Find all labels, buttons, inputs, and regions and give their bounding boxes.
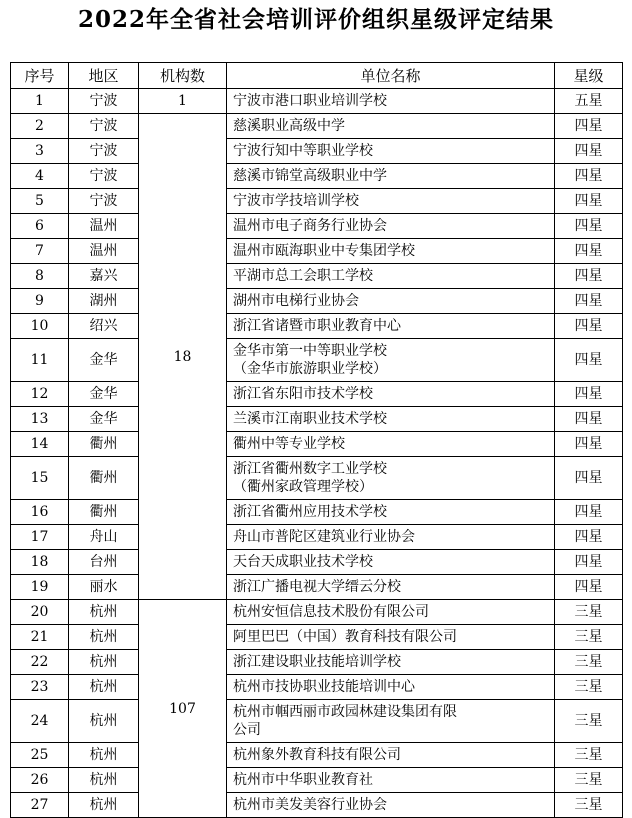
unit-name-line: 杭州象外教育科技有限公司 bbox=[233, 747, 401, 763]
unit-name-line: 浙江省诸暨市职业教育中心 bbox=[233, 318, 401, 334]
row-star-rating: 三星 bbox=[555, 743, 623, 768]
page-title: 2022年全省社会培训评价组织星级评定结果 bbox=[77, 6, 554, 33]
row-star-rating: 四星 bbox=[555, 339, 623, 382]
row-region: 舟山 bbox=[69, 525, 139, 550]
unit-name-line: 温州市瓯海职业中专集团学校 bbox=[233, 243, 415, 259]
unit-name-line: 浙江省东阳市技术学校 bbox=[233, 386, 373, 402]
unit-name-line: 杭州市帼西丽市政园林建设集团有限 bbox=[233, 704, 457, 720]
unit-name-line: 衢州中等专业学校 bbox=[233, 436, 345, 452]
row-number: 21 bbox=[11, 625, 69, 650]
row-star-rating: 四星 bbox=[555, 189, 623, 214]
table-row bbox=[11, 500, 623, 525]
unit-name-line-2: （金华市旅游职业学校） bbox=[233, 361, 387, 377]
unit-name-line: 兰溪市江南职业技术学校 bbox=[233, 411, 387, 427]
table-row bbox=[11, 768, 623, 793]
row-region: 杭州 bbox=[69, 600, 139, 625]
row-unit-name bbox=[227, 700, 555, 743]
unit-name-line: 天台天成职业技术学校 bbox=[233, 554, 373, 570]
unit-name-line: 宁波市港口职业培训学校 bbox=[233, 93, 387, 109]
header-star: 星级 bbox=[555, 63, 623, 89]
row-region: 衢州 bbox=[69, 457, 139, 500]
row-unit-name bbox=[227, 407, 555, 432]
row-star-rating: 四星 bbox=[555, 407, 623, 432]
row-star-rating: 四星 bbox=[555, 214, 623, 239]
unit-name-line: 浙江省衢州数字工业学校 bbox=[233, 461, 387, 477]
row-number: 16 bbox=[11, 500, 69, 525]
row-region: 宁波 bbox=[69, 89, 139, 114]
row-unit-name bbox=[227, 768, 555, 793]
unit-name-line: 阿里巴巴（中国）教育科技有限公司 bbox=[233, 629, 457, 645]
row-star-rating: 五星 bbox=[555, 89, 623, 114]
row-region: 杭州 bbox=[69, 743, 139, 768]
row-number: 4 bbox=[11, 164, 69, 189]
row-region: 宁波 bbox=[69, 164, 139, 189]
institution-count: 18 bbox=[139, 114, 227, 600]
table-row bbox=[11, 432, 623, 457]
row-number: 3 bbox=[11, 139, 69, 164]
row-star-rating: 三星 bbox=[555, 793, 623, 818]
table-row bbox=[11, 650, 623, 675]
row-star-rating: 四星 bbox=[555, 164, 623, 189]
unit-name-line: 浙江广播电视大学缙云分校 bbox=[233, 579, 401, 595]
row-unit-name bbox=[227, 239, 555, 264]
row-unit-name bbox=[227, 675, 555, 700]
row-unit-name bbox=[227, 525, 555, 550]
row-star-rating: 四星 bbox=[555, 382, 623, 407]
row-star-rating: 四星 bbox=[555, 550, 623, 575]
table-row bbox=[11, 675, 623, 700]
row-number: 26 bbox=[11, 768, 69, 793]
table-row bbox=[11, 625, 623, 650]
row-number: 11 bbox=[11, 339, 69, 382]
row-unit-name bbox=[227, 600, 555, 625]
table-row bbox=[11, 550, 623, 575]
row-unit-name bbox=[227, 189, 555, 214]
table-row bbox=[11, 114, 623, 139]
row-region: 绍兴 bbox=[69, 314, 139, 339]
table-header-row bbox=[11, 63, 623, 89]
unit-name-line: 慈溪市锦堂高级职业中学 bbox=[233, 168, 387, 184]
row-unit-name bbox=[227, 314, 555, 339]
table-row bbox=[11, 700, 623, 743]
row-number: 9 bbox=[11, 289, 69, 314]
unit-name-line: 宁波市学技培训学校 bbox=[233, 193, 359, 209]
unit-name-line: 浙江建设职业技能培训学校 bbox=[233, 654, 401, 670]
row-number: 27 bbox=[11, 793, 69, 818]
unit-name-line: 慈溪职业高级中学 bbox=[233, 118, 345, 134]
row-star-rating: 四星 bbox=[555, 432, 623, 457]
row-unit-name bbox=[227, 650, 555, 675]
header-region: 地区 bbox=[69, 63, 139, 89]
row-region: 金华 bbox=[69, 339, 139, 382]
row-star-rating: 三星 bbox=[555, 675, 623, 700]
row-region: 金华 bbox=[69, 407, 139, 432]
row-number: 6 bbox=[11, 214, 69, 239]
row-unit-name bbox=[227, 264, 555, 289]
row-unit-name bbox=[227, 743, 555, 768]
results-table bbox=[10, 62, 623, 818]
table-row bbox=[11, 457, 623, 500]
row-star-rating: 四星 bbox=[555, 500, 623, 525]
row-unit-name bbox=[227, 432, 555, 457]
row-region: 温州 bbox=[69, 214, 139, 239]
row-region: 温州 bbox=[69, 239, 139, 264]
row-number: 12 bbox=[11, 382, 69, 407]
row-number: 18 bbox=[11, 550, 69, 575]
row-star-rating: 三星 bbox=[555, 650, 623, 675]
row-number: 20 bbox=[11, 600, 69, 625]
row-number: 13 bbox=[11, 407, 69, 432]
table-row bbox=[11, 314, 623, 339]
row-region: 宁波 bbox=[69, 114, 139, 139]
row-number: 17 bbox=[11, 525, 69, 550]
row-star-rating: 四星 bbox=[555, 525, 623, 550]
table-row bbox=[11, 339, 623, 382]
table-body bbox=[11, 89, 623, 818]
row-unit-name bbox=[227, 164, 555, 189]
header-name: 单位名称 bbox=[227, 63, 555, 89]
row-number: 25 bbox=[11, 743, 69, 768]
unit-name-line: 湖州市电梯行业协会 bbox=[233, 293, 359, 309]
institution-count: 107 bbox=[139, 600, 227, 818]
row-region: 台州 bbox=[69, 550, 139, 575]
row-unit-name bbox=[227, 793, 555, 818]
table-row bbox=[11, 743, 623, 768]
row-number: 8 bbox=[11, 264, 69, 289]
row-unit-name bbox=[227, 457, 555, 500]
row-star-rating: 四星 bbox=[555, 264, 623, 289]
row-region: 衢州 bbox=[69, 432, 139, 457]
row-unit-name bbox=[227, 500, 555, 525]
unit-name-line: 宁波行知中等职业学校 bbox=[233, 143, 373, 159]
row-region: 宁波 bbox=[69, 139, 139, 164]
row-region: 湖州 bbox=[69, 289, 139, 314]
unit-name-line: 杭州市中华职业教育社 bbox=[233, 772, 373, 788]
row-number: 19 bbox=[11, 575, 69, 600]
row-region: 杭州 bbox=[69, 793, 139, 818]
row-star-rating: 三星 bbox=[555, 700, 623, 743]
table-row bbox=[11, 575, 623, 600]
table-row bbox=[11, 600, 623, 625]
row-star-rating: 四星 bbox=[555, 139, 623, 164]
unit-name-line: 杭州市技协职业技能培训中心 bbox=[233, 679, 415, 695]
unit-name-line: 温州市电子商务行业协会 bbox=[233, 218, 387, 234]
table-row bbox=[11, 214, 623, 239]
unit-name-line: 金华市第一中等职业学校 bbox=[233, 343, 387, 359]
row-number: 23 bbox=[11, 675, 69, 700]
unit-name-line: 杭州市美发美容行业协会 bbox=[233, 797, 387, 813]
row-number: 10 bbox=[11, 314, 69, 339]
row-number: 2 bbox=[11, 114, 69, 139]
row-region: 杭州 bbox=[69, 650, 139, 675]
row-unit-name bbox=[227, 114, 555, 139]
row-number: 24 bbox=[11, 700, 69, 743]
row-number: 14 bbox=[11, 432, 69, 457]
row-region: 丽水 bbox=[69, 575, 139, 600]
table-row bbox=[11, 289, 623, 314]
unit-name-line: 浙江省衢州应用技术学校 bbox=[233, 504, 387, 520]
table-row bbox=[11, 793, 623, 818]
header-count: 机构数 bbox=[139, 63, 227, 89]
row-number: 1 bbox=[11, 89, 69, 114]
row-star-rating: 四星 bbox=[555, 314, 623, 339]
table-row bbox=[11, 164, 623, 189]
table-row bbox=[11, 382, 623, 407]
row-region: 杭州 bbox=[69, 675, 139, 700]
row-unit-name bbox=[227, 575, 555, 600]
row-star-rating: 三星 bbox=[555, 625, 623, 650]
table-row bbox=[11, 89, 623, 114]
row-star-rating: 三星 bbox=[555, 768, 623, 793]
row-unit-name bbox=[227, 625, 555, 650]
row-unit-name bbox=[227, 89, 555, 114]
table-row bbox=[11, 407, 623, 432]
unit-name-line: 舟山市普陀区建筑业行业协会 bbox=[233, 529, 415, 545]
unit-name-line: 平湖市总工会职工学校 bbox=[233, 268, 373, 284]
table-row bbox=[11, 239, 623, 264]
unit-name-line: 杭州安恒信息技术股份有限公司 bbox=[233, 604, 429, 620]
row-unit-name bbox=[227, 289, 555, 314]
row-unit-name bbox=[227, 339, 555, 382]
table-row bbox=[11, 189, 623, 214]
table-row bbox=[11, 525, 623, 550]
table-row bbox=[11, 264, 623, 289]
row-number: 22 bbox=[11, 650, 69, 675]
row-number: 5 bbox=[11, 189, 69, 214]
row-region: 嘉兴 bbox=[69, 264, 139, 289]
row-region: 杭州 bbox=[69, 625, 139, 650]
row-star-rating: 四星 bbox=[555, 114, 623, 139]
row-unit-name bbox=[227, 139, 555, 164]
institution-count: 1 bbox=[139, 89, 227, 114]
table-row bbox=[11, 139, 623, 164]
row-number: 15 bbox=[11, 457, 69, 500]
row-region: 宁波 bbox=[69, 189, 139, 214]
row-region: 杭州 bbox=[69, 700, 139, 743]
row-star-rating: 四星 bbox=[555, 289, 623, 314]
row-star-rating: 四星 bbox=[555, 575, 623, 600]
row-star-rating: 三星 bbox=[555, 600, 623, 625]
row-region: 金华 bbox=[69, 382, 139, 407]
row-unit-name bbox=[227, 382, 555, 407]
row-star-rating: 四星 bbox=[555, 239, 623, 264]
row-unit-name bbox=[227, 550, 555, 575]
row-region: 杭州 bbox=[69, 768, 139, 793]
row-number: 7 bbox=[11, 239, 69, 264]
row-star-rating: 四星 bbox=[555, 457, 623, 500]
header-no: 序号 bbox=[11, 63, 69, 89]
unit-name-line-2: 公司 bbox=[233, 722, 261, 738]
row-region: 衢州 bbox=[69, 500, 139, 525]
unit-name-line-2: （衢州家政管理学校） bbox=[233, 479, 373, 495]
row-unit-name bbox=[227, 214, 555, 239]
